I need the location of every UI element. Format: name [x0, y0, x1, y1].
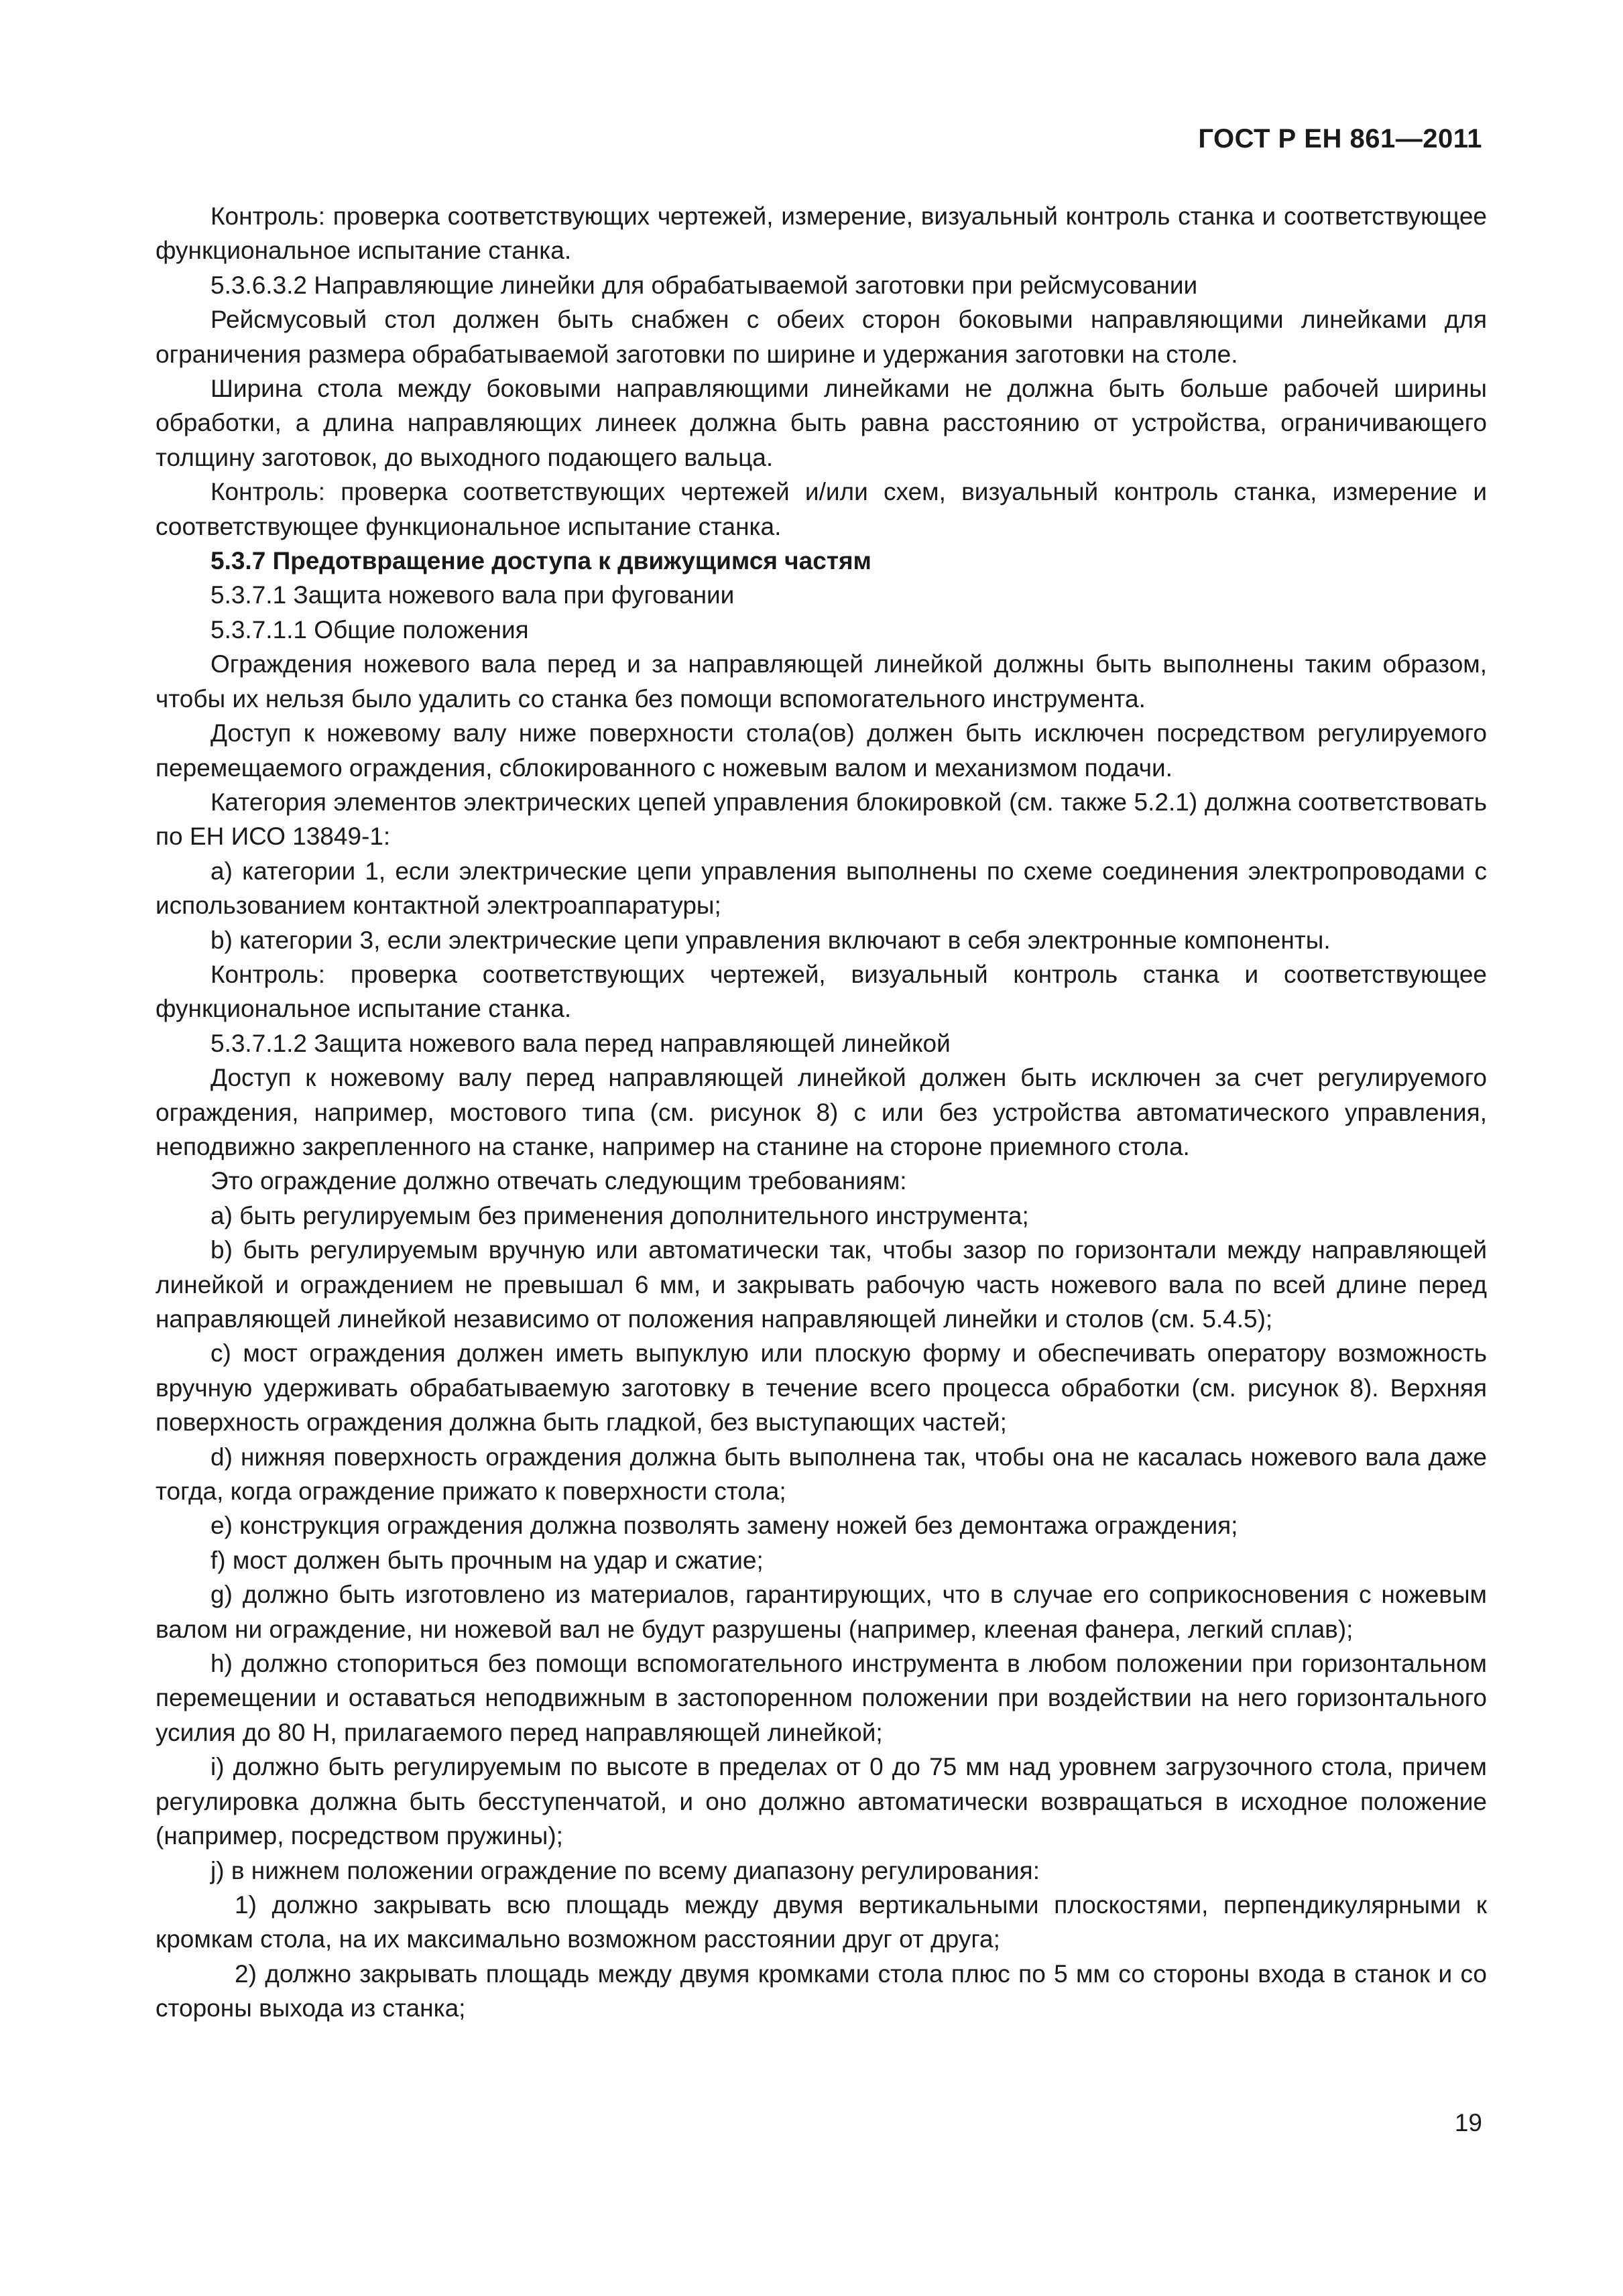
paragraph: Ограждения ножевого вала перед и за направляющей линейкой должны быть выполнены таким образом, чтобы их нельзя было удалить со станка без помощи вспомогательного инструмента.	[156, 650, 1487, 713]
list-item: e) конструкция ограждения должна позволять замену ножей без демонтажа ограждения;	[211, 1512, 1238, 1540]
sub-list-item: 2) должно закрывать площадь между двумя кромками стола плюс по 5 мм со стороны входа в станок и со стороны выхода из станка;	[156, 1959, 1487, 2022]
section-heading-bold: 5.3.7 Предотвращение доступа к движущимся частям	[211, 547, 871, 575]
list-item: c) мост ограждения должен иметь выпуклую или плоскую форму и обеспечивать оператору возможность вручную удерживать обрабатываемую заготовку в течение всего процесса обработки (см. рисунок 8). Верхняя поверхность ограждения должна быть гладкой, без выступающих частей;	[156, 1339, 1487, 1437]
list-item: b) категории 3, если электрические цепи управления включают в себя электронные компоненты.	[211, 926, 1331, 954]
paragraph: Контроль: проверка соответствующих чертежей, визуальный контроль станка и соответствующее функциональное испытание станка.	[156, 960, 1487, 1023]
list-item: i) должно быть регулируемым по высоте в пределах от 0 до 75 мм над уровнем загрузочного стола, причем регулировка должна быть бесступенчатой, и оно должно автоматически возвращаться в исходное положение (например, посредством пружины);	[156, 1753, 1487, 1850]
paragraph: Ширина стола между боковыми направляющими линейками не должна быть больше рабочей ширины обработки, а длина направляющих линеек должна быть равна расстоянию от устройства, ограничивающего толщину заготовок, до выходного подающего вальца.	[156, 375, 1487, 471]
paragraph: Это ограждение должно отвечать следующим требованиям:	[211, 1167, 907, 1195]
sub-list-item: 1) должно закрывать всю площадь между двумя вертикальными плоскостями, перпендикулярными к кромкам стола, на их максимально возможном расстоянии друг от друга;	[156, 1890, 1487, 1953]
paragraph: Рейсмусовый стол должен быть снабжен с обеих сторон боковыми направляющими линейками для ограничения размера обрабатываемой заготовки по ширине и удержания заготовки на столе.	[156, 306, 1487, 368]
paragraph: Категория элементов электрических цепей управления блокировкой (см. также 5.2.1) должна соответствовать по ЕН ИСО 13849-1:	[156, 788, 1487, 851]
paragraph: Доступ к ножевому валу перед направляющей линейкой должен быть исключен за счет регулируемого ограждения, например, мостового типа (см. рисунок 8) с или без устройства автоматического управления, неподвижно закрепленного на станке, например на станине на стороне приемного стола.	[156, 1064, 1487, 1160]
section-heading: 5.3.6.3.2 Направляющие линейки для обрабатываемой заготовки при рейсмусовании	[211, 271, 1198, 299]
list-item: d) нижняя поверхность ограждения должна быть выполнена так, чтобы она не касалась ножевого вала даже тогда, когда ограждение прижато к поверхности стола;	[156, 1443, 1487, 1506]
list-item: a) быть регулируемым без применения дополнительного инструмента;	[211, 1201, 1029, 1229]
list-item: f) мост должен быть прочным на удар и сжатие;	[211, 1546, 764, 1574]
paragraph: Контроль: проверка соответствующих чертежей и/или схем, визуальный контроль станка, измерение и соответствующее функциональное испытание станка.	[156, 478, 1487, 540]
standard-header: ГОСТ Р ЕН 861—2011	[1198, 124, 1482, 154]
section-heading: 5.3.7.1.1 Общие положения	[211, 615, 529, 644]
page-number: 19	[1454, 2109, 1482, 2136]
paragraph: Доступ к ножевому валу ниже поверхности стола(ов) должен быть исключен посредством регулируемого перемещаемого ограждения, сблокированного с ножевым валом и механизмом подачи.	[156, 719, 1487, 782]
section-heading: 5.3.7.1 Защита ножевого вала при фуговании	[211, 581, 735, 609]
list-item: b) быть регулируемым вручную или автоматически так, чтобы зазор по горизонтали между направляющей линейкой и ограждением не превышал 6 мм, и закрывать рабочую часть ножевого вала по всей длине перед направляющей линейкой независимо от положения направляющей линейки и столов (см. 5.4.5);	[156, 1236, 1487, 1333]
list-item: j) в нижнем положении ограждение по всему диапазону регулирования:	[211, 1856, 1040, 1884]
list-item: a) категории 1, если электрические цепи управления выполнены по схеме соединения электропроводами с использованием контактной электроаппаратуры;	[156, 857, 1487, 920]
section-heading: 5.3.7.1.2 Защита ножевого вала перед направляющей линейкой	[211, 1029, 951, 1057]
body-text	[156, 199, 1487, 2026]
paragraph: Контроль: проверка соответствующих чертежей, измерение, визуальный контроль станка и соответствующее функциональное испытание станка.	[156, 202, 1487, 265]
list-item: g) должно быть изготовлено из материалов, гарантирующих, что в случае его соприкосновения с ножевым валом ни ограждение, ни ножевой вал не будут разрушены (например, клееная фанера, легкий сплав);	[156, 1581, 1487, 1643]
list-item: h) должно стопориться без помощи вспомогательного инструмента в любом положении при горизонтальном перемещении и оставаться неподвижным в застопоренном положении при воздействии на него горизонтального усилия до 80 Н, прилагаемого перед направляющей линейкой;	[156, 1650, 1487, 1746]
